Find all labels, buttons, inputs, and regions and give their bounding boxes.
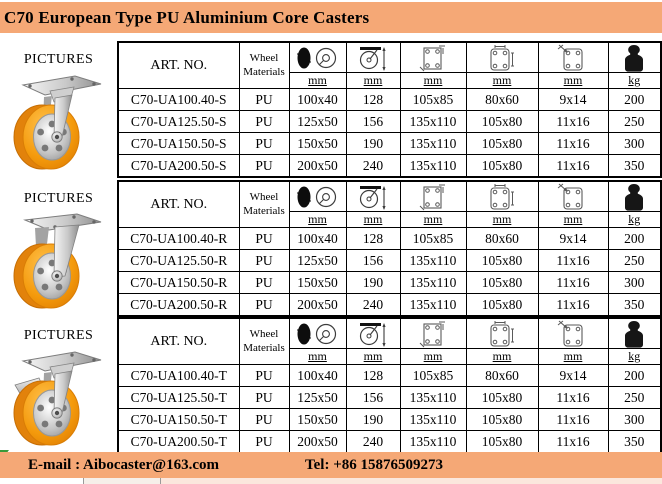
brake-caster-image [9,347,109,449]
unit-label: mm [563,212,583,226]
bolt-spacing-cell: 105x80 [466,155,538,178]
bolt-spacing-cell: 105x80 [466,409,538,431]
load-cell: 250 [608,111,661,133]
material-cell: PU [239,155,289,178]
wheel-size-cell: 125x50 [289,250,346,272]
load-cell: 350 [608,294,661,317]
material-cell: PU [239,89,289,111]
unit-label: kg [628,349,641,363]
plate-size-icon [418,320,448,348]
bolt-hole-cell: 11x16 [538,155,608,178]
bolt-spacing-cell: 105x80 [466,294,538,317]
bolt-spacing-cell: 105x80 [466,250,538,272]
pictures-label: PICTURES [23,191,94,206]
height-cell: 128 [346,228,400,250]
unit-label: mm [363,73,383,87]
material-cell: PU [239,294,289,317]
height-cell: 156 [346,111,400,133]
unit-label: kg [628,73,641,87]
load-cell: 350 [608,431,661,454]
art-no-cell: C70-UA200.50-T [118,431,239,454]
plate-size-cell: 135x110 [400,133,466,155]
title-bar [0,2,662,33]
bolt-hole-cell: 9x14 [538,365,608,387]
bolt-hole-cell: 9x14 [538,228,608,250]
material-cell: PU [239,409,289,431]
art-no-header: ART. NO. [118,42,239,89]
height-cell: 156 [346,387,400,409]
material-cell: PU [239,365,289,387]
wheel-materials-header: Wheel Materials [239,318,289,365]
art-no-cell: C70-UA200.50-S [118,155,239,178]
section-swivel [0,41,662,180]
height-cell: 128 [346,89,400,111]
wheel-size-cell: 125x50 [289,387,346,409]
load-capacity-icon [621,183,647,211]
bolt-spacing-cell: 105x80 [466,272,538,294]
load-cell: 300 [608,133,661,155]
pictures-column [0,41,117,173]
height-cell: 190 [346,272,400,294]
plate-size-cell: 135x110 [400,155,466,178]
height-cell: 240 [346,294,400,317]
bolt-hole-cell: 11x16 [538,409,608,431]
wheel-size-cell: 200x50 [289,431,346,454]
load-capacity-icon [621,320,647,348]
wheel-size-cell: 100x40 [289,89,346,111]
unit-label: mm [563,73,583,87]
load-cell: 300 [608,272,661,294]
load-cell: 350 [608,155,661,178]
bolt-hole-spacing-icon [486,183,518,211]
bolt-hole-cell: 11x16 [538,250,608,272]
load-cell: 200 [608,228,661,250]
wheel-size-cell: 150x50 [289,272,346,294]
plate-size-icon [418,44,448,72]
plate-size-cell: 135x110 [400,431,466,454]
table-row [118,365,661,387]
bolt-spacing-cell: 105x80 [466,133,538,155]
spreadsheet-row-remnant [0,478,662,484]
height-cell: 190 [346,409,400,431]
tel-text: Tel: +86 15876509273 [305,456,443,473]
load-cell: 200 [608,89,661,111]
spec-table-s [117,41,662,178]
wheel-size-cell: 150x50 [289,409,346,431]
bolt-hole-cell: 11x16 [538,294,608,317]
art-no-cell: C70-UA125.50-T [118,387,239,409]
bolt-hole-cell: 11x16 [538,387,608,409]
unit-label: mm [423,73,443,87]
bolt-hole-cell: 9x14 [538,89,608,111]
material-cell: PU [239,111,289,133]
unit-label: mm [492,212,512,226]
contact-bar [0,452,662,478]
wheel-size-cell: 200x50 [289,294,346,317]
material-cell: PU [239,250,289,272]
bolt-spacing-cell: 80x60 [466,89,538,111]
material-cell: PU [239,133,289,155]
table-row [118,409,661,431]
art-no-cell: C70-UA125.50-R [118,250,239,272]
load-cell: 250 [608,387,661,409]
art-no-cell: C70-UA100.40-R [118,228,239,250]
bolt-spacing-cell: 105x80 [466,111,538,133]
table-row [118,111,661,133]
bolt-hole-spacing-icon [486,320,518,348]
unit-label: mm [563,349,583,363]
art-no-header: ART. NO. [118,181,239,228]
art-no-cell: C70-UA200.50-R [118,294,239,317]
wheel-dimensions-icon [295,184,341,210]
mounting-height-icon [358,184,388,211]
bolt-hole-spacing-icon [486,44,518,72]
plate-size-cell: 135x110 [400,111,466,133]
unit-label: mm [423,212,443,226]
bolt-hole-cell: 11x16 [538,431,608,454]
material-cell: PU [239,228,289,250]
material-cell: PU [239,272,289,294]
section-rigid [0,180,662,319]
table-row [118,228,661,250]
spec-table-r [117,180,662,317]
table-row [118,431,661,454]
plate-size-icon [418,183,448,211]
load-capacity-icon [621,44,647,72]
bolt-hole-cell: 11x16 [538,272,608,294]
bolt-hole-cell: 11x16 [538,133,608,155]
unit-label: mm [363,349,383,363]
wheel-size-cell: 100x40 [289,228,346,250]
bolt-spacing-cell: 105x80 [466,431,538,454]
plate-size-cell: 105x85 [400,228,466,250]
plate-size-cell: 135x110 [400,250,466,272]
bolt-hole-diameter-icon [557,183,589,211]
mounting-height-icon [358,45,388,72]
wheel-size-cell: 100x40 [289,365,346,387]
bolt-hole-diameter-icon [557,320,589,348]
wheel-size-cell: 125x50 [289,111,346,133]
unit-label: mm [308,349,327,363]
height-cell: 190 [346,133,400,155]
bolt-spacing-cell: 80x60 [466,365,538,387]
plate-size-cell: 135x110 [400,272,466,294]
bolt-spacing-cell: 105x80 [466,387,538,409]
height-cell: 240 [346,431,400,454]
table-row [118,250,661,272]
wheel-size-cell: 150x50 [289,133,346,155]
plate-size-cell: 135x110 [400,294,466,317]
wheel-materials-header: Wheel Materials [239,181,289,228]
rigid-caster-image [9,210,109,312]
table-row [118,155,661,178]
unit-label: mm [308,212,327,226]
table-row [118,272,661,294]
table-row [118,387,661,409]
height-cell: 240 [346,155,400,178]
art-no-cell: C70-UA150.50-T [118,409,239,431]
art-no-header: ART. NO. [118,318,239,365]
load-cell: 300 [608,409,661,431]
pictures-column [0,317,117,449]
art-no-cell: C70-UA100.40-T [118,365,239,387]
unit-label: mm [492,349,512,363]
pictures-column [0,180,117,312]
unit-label: kg [628,212,641,226]
art-no-cell: C70-UA150.50-R [118,272,239,294]
wheel-size-cell: 200x50 [289,155,346,178]
page-title: C70 European Type PU Aluminium Core Casters [4,7,370,27]
section-brake [0,317,662,456]
email-text: E-mail : Aibocaster@163.com [28,456,220,473]
mounting-height-icon [358,321,388,348]
table-row [118,89,661,111]
bolt-hole-diameter-icon [557,44,589,72]
unit-label: mm [423,349,443,363]
art-no-cell: C70-UA125.50-S [118,111,239,133]
table-row [118,133,661,155]
unit-label: mm [492,73,512,87]
height-cell: 156 [346,250,400,272]
bolt-spacing-cell: 80x60 [466,228,538,250]
bolt-hole-cell: 11x16 [538,111,608,133]
wheel-dimensions-icon [295,321,341,347]
unit-label: mm [308,73,327,87]
wheel-materials-header: Wheel Materials [239,42,289,89]
plate-size-cell: 105x85 [400,89,466,111]
plate-size-cell: 135x110 [400,409,466,431]
art-no-cell: C70-UA100.40-S [118,89,239,111]
table-row [118,294,661,317]
pictures-label: PICTURES [23,328,94,343]
material-cell: PU [239,431,289,454]
load-cell: 250 [608,250,661,272]
load-cell: 200 [608,365,661,387]
spec-table-t [117,317,662,454]
art-no-cell: C70-UA150.50-S [118,133,239,155]
height-cell: 128 [346,365,400,387]
plate-size-cell: 105x85 [400,365,466,387]
swivel-caster-image [9,71,109,173]
pictures-label: PICTURES [23,52,94,67]
wheel-dimensions-icon [295,45,341,71]
unit-label: mm [363,212,383,226]
material-cell: PU [239,387,289,409]
plate-size-cell: 135x110 [400,387,466,409]
